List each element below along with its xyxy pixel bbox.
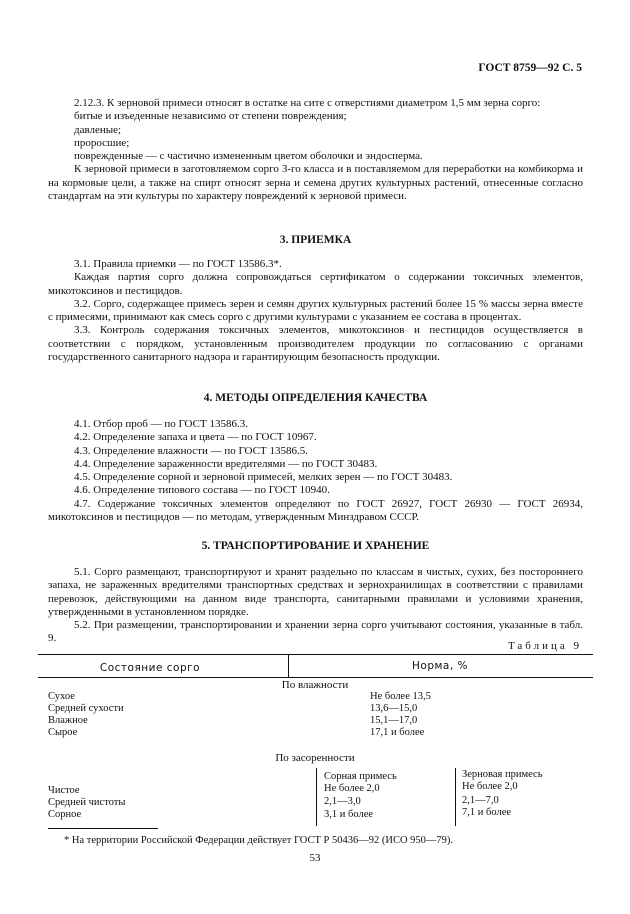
paragraph-3-3: 3.3. Контроль содержания токсичных элементов, микотоксинов и пестицидов осуществляется в соответствии с порядком, установленным производителем продукции по согласованию с органами государственного санитарного надзора и гарантирующим безопасность продукции. [48,324,583,364]
table-row: Влажное [48,715,88,726]
list-item: поврежденные — с частично измененным цветом оболочки и эндосперма. [74,150,423,163]
list-item: 4.5. Определение сорной и зерновой примесей, мелких зерен — по ГОСТ 30483. [74,471,453,484]
table-cell: Не более 2,0 [462,781,518,792]
table-header-rule [38,677,593,678]
section-4-text [48,418,583,524]
table-row: Чистое [48,785,80,796]
table-row: Сорное [48,809,82,820]
column-header-norm: Норма, % [412,660,468,672]
table-cell: 2,1—3,0 [324,796,361,807]
table-cell: Не более 13,5 [370,691,431,702]
list-item: 4.1. Отбор проб — по ГОСТ 13586.3. [74,418,248,430]
list-item: 4.4. Определение зараженности вредителями — по ГОСТ 30483. [74,457,378,470]
footnote-rule [48,828,158,829]
paragraph-grain-impurity: К зерновой примеси в заготовляемом сорго 3-го класса и в поставляемом для переработки на комбикорма и на кормовые цели, а также на спирт относят зерна и семена других культурных растений, отнесенные согласно стандартам на эти культуры по характеру повреждений к зерновой примеси. [48,163,583,203]
table-caption: Таблица 9 [507,640,582,652]
running-header: ГОСТ 8759—92 С. 5 [478,62,582,74]
footnote: * На территории Российской Федерации действует ГОСТ Р 50436—92 (ИСО 950—79). [64,835,454,846]
table-cell: 2,1—7,0 [462,795,499,806]
table-row: Средней сухости [48,703,124,714]
table-cell: 13,6—15,0 [370,703,418,714]
table-row: Сырое [48,727,78,738]
table-cell: 15,1—17,0 [370,715,418,726]
table-header-divider [288,654,289,677]
section-4-title: 4. МЕТОДЫ ОПРЕДЕЛЕНИЯ КАЧЕСТВА [203,392,428,404]
paragraph-certificate: Каждая партия сорго должна сопровождаться сертификатом о содержании токсичных элементов, микотоксинов и пестицидов. [48,271,583,297]
paragraph-2-12-3: 2.12.3. К зерновой примеси относят в остатке на сите с отверстиями диаметром 1,5 мм зерна сорго: [74,97,541,109]
section-5-title: 5. ТРАНСПОРТИРОВАНИЕ И ХРАНЕНИЕ [201,540,430,552]
group-heading-moisture: По влажности [281,679,349,691]
paragraph-3-1: 3.1. Правила приемки — по ГОСТ 13586.3*. [74,258,282,270]
section-3-title: 3. ПРИЕМКА [279,234,352,246]
paragraph-5-2: 5.2. При размещении, транспортировании и хранении зерна сорго учитывают состояния, указанные в табл. 9. [48,619,583,645]
list-item: 4.3. Определение влажности — по ГОСТ 13586.5. [74,444,308,457]
section-2-text [48,97,583,203]
table-sub-divider-2 [455,768,456,826]
page-number: 53 [309,852,321,864]
section-5-text [48,566,583,646]
table-sub-divider-1 [316,768,317,826]
paragraph-4-7: 4.7. Содержание токсичных элементов определяют по ГОСТ 26927, ГОСТ 26930 — ГОСТ 26934, микотоксинов и пестицидов — по методам, утвержденным Минздравом СССР. [48,497,583,524]
paragraph-5-1: 5.1. Сорго размещают, транспортируют и хранят раздельно по классам в чистых, сухих, без постороннего запаха, не зараженных вредителями транспортных средствах и зернохранилищах в соответствии с правилами перевозок, действующими на данном виде транспорта, санитарными правилами и условиями хранения, утвержденными в установленном порядке. [48,566,583,618]
subheader-weed-impurity: Сорная примесь [324,771,397,782]
list-item: битые и изъеденные независимо от степени повреждения; [74,110,347,123]
section-3-text [48,258,583,364]
table-cell: Не более 2,0 [324,783,380,794]
table-top-rule [38,654,593,655]
table-cell: 3,1 и более [324,809,374,820]
table-row: Сухое [48,691,75,702]
list-item: проросшие; [74,136,130,149]
subheader-grain-impurity: Зерновая примесь [462,769,543,780]
group-heading-contamination: По засоренности [275,752,355,764]
paragraph-3-2: 3.2. Сорго, содержащее примесь зерен и семян других культурных растений более 15 % массы зерна вместе с примесями, принимают как смесь сорго с другими культурами с указанием ее состава в процентах. [48,297,583,324]
list-item: давленые; [74,123,122,136]
table-cell: 17,1 и более [370,727,425,738]
column-header-state: Состояние сорго [99,662,201,674]
table-row: Средней чистоты [48,797,126,808]
list-item: 4.6. Определение типового состава — по ГОСТ 10940. [74,484,330,497]
list-item: 4.2. Определение запаха и цвета — по ГОСТ 10967. [74,431,317,444]
table-cell: 7,1 и более [462,807,512,818]
